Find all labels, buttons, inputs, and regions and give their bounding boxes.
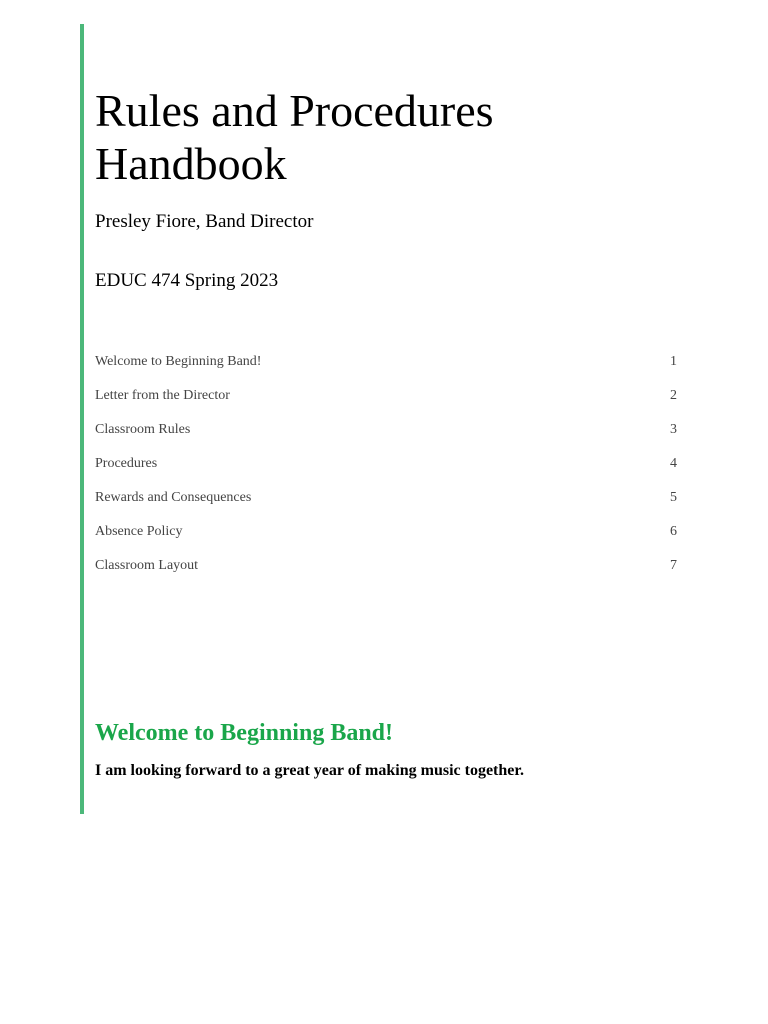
title-line-1: Rules and Procedures bbox=[95, 85, 494, 136]
toc-entry[interactable] bbox=[95, 486, 677, 520]
accent-bar bbox=[80, 24, 84, 814]
toc-entry-label: Letter from the Director bbox=[95, 388, 230, 403]
toc-entry-page: 4 bbox=[670, 456, 677, 471]
toc-entry-page: 5 bbox=[670, 490, 677, 505]
section-body: I am looking forward to a great year of making music together. bbox=[95, 762, 524, 779]
title-line-2: Handbook bbox=[95, 138, 287, 189]
toc-entry[interactable] bbox=[95, 520, 677, 554]
toc-entry-page: 3 bbox=[670, 422, 677, 437]
document-subtitle: Presley Fiore, Band Director bbox=[95, 211, 314, 232]
toc-entry-label: Welcome to Beginning Band! bbox=[95, 354, 262, 369]
toc-entry-page: 7 bbox=[670, 558, 677, 573]
toc-entry[interactable] bbox=[95, 452, 677, 486]
document-title bbox=[95, 84, 655, 190]
toc-entry[interactable] bbox=[95, 384, 677, 418]
toc-entry-page: 1 bbox=[670, 354, 677, 369]
toc-entry-page: 6 bbox=[670, 524, 677, 539]
toc-entry-label: Classroom Rules bbox=[95, 422, 191, 437]
toc-entry-label: Rewards and Consequences bbox=[95, 490, 252, 505]
toc-entry-label: Classroom Layout bbox=[95, 558, 199, 573]
toc-entry-label: Procedures bbox=[95, 456, 158, 471]
toc-entry-label: Absence Policy bbox=[95, 524, 183, 539]
toc-entry[interactable] bbox=[95, 418, 677, 452]
course-info: EDUC 474 Spring 2023 bbox=[95, 270, 279, 291]
toc-entry-page: 2 bbox=[670, 388, 677, 403]
toc-entry[interactable] bbox=[95, 350, 677, 384]
table-of-contents bbox=[95, 350, 677, 588]
toc-entry[interactable] bbox=[95, 554, 677, 588]
section-heading: Welcome to Beginning Band! bbox=[95, 720, 394, 746]
